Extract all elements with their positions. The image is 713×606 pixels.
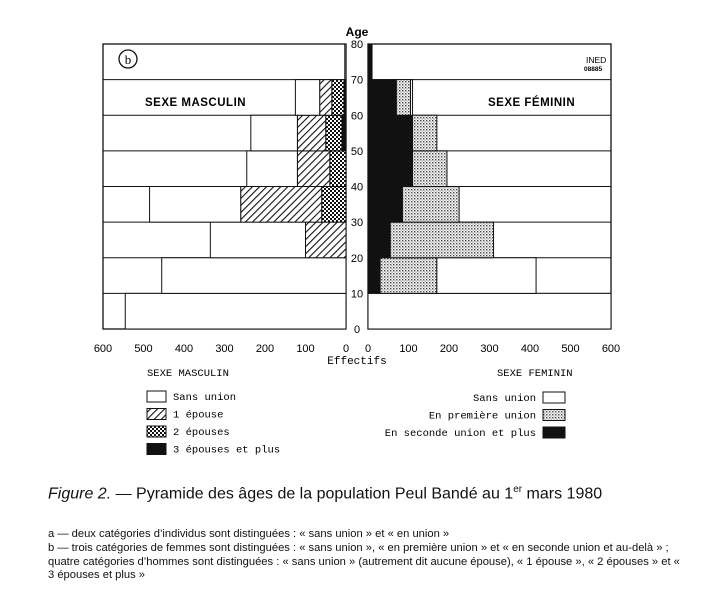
bar-female-second_union-50-59: [368, 115, 413, 151]
bar-male-sans_union-40-49: [247, 151, 298, 187]
bar-male-sans_union-70-79: [345, 44, 346, 80]
bar-female-first_union-30-39: [402, 187, 459, 223]
x-tick-male-600: 600: [93, 343, 113, 355]
bar-male-two_wives-40-49: [330, 151, 346, 187]
age-tick-20: 20: [350, 252, 364, 265]
x-tick-male-500: 500: [134, 343, 153, 355]
legend-female-swatch-first_union: [543, 410, 565, 421]
age-tick-30: 30: [350, 217, 364, 230]
x-tick-male-400: 400: [174, 343, 194, 355]
x-tick-male-300: 300: [215, 343, 234, 355]
age-tick-70: 70: [350, 74, 364, 87]
age-tick-80: 80: [350, 39, 364, 51]
caption-text: — Pyramide des âges de la population Peul Bandé au 1: [111, 485, 514, 503]
bar-male-one_wife-50-59: [297, 115, 325, 151]
bar-female-second_union-40-49: [368, 151, 413, 187]
bar-female-first_union-60-69: [396, 80, 410, 116]
legend-male-label-two_wives: 2 épouses: [173, 427, 230, 439]
x-tick-female-500: 500: [561, 343, 580, 355]
x-tick-female-600: 600: [601, 343, 621, 355]
legend-female-label-sans_union: Sans union: [472, 393, 536, 405]
male-label-below: SEXE MASCULIN: [147, 368, 229, 380]
note-a: a — deux catégories d’individus sont distinguées : « sans union » et « en union »: [48, 528, 450, 540]
legend-male-label-sans_union: Sans union: [173, 392, 237, 404]
bar-male-one_wife-40-49: [297, 151, 329, 187]
legend-male-swatch-sans_union: [147, 391, 166, 402]
x-tick-male-100: 100: [296, 343, 315, 355]
bar-male-two_wives-60-69: [332, 80, 344, 116]
panel-letter: b: [124, 52, 132, 67]
bar-female-second_union-10-19: [368, 258, 380, 294]
bar-male-one_wife-30-39: [241, 187, 322, 223]
note-b: b — trois catégories de femmes sont distinguées : « sans union », « en première union » et « en seconde union et au-delà » ; quatre catégories d’hommes sont distinguées : « sans union » (autrement dit aucune épouse), « 1 épouse », « 2 épouses » et « 3 épouses et plus »: [48, 542, 680, 581]
x-tick-female-0: 0: [364, 343, 372, 355]
bar-female-second_union-20-29: [368, 222, 390, 258]
legend-male-swatch-three_plus: [147, 444, 166, 455]
legend-male-swatch-two_wives: [147, 426, 166, 437]
x-tick-female-200: 200: [439, 343, 459, 355]
x-tick-female-400: 400: [520, 343, 540, 355]
bar-male-one_wife-20-29: [306, 222, 347, 258]
bar-male-sans_union-20-29: [210, 222, 305, 258]
bar-male-sans_union-0-9: [125, 293, 346, 329]
x-tick-male-0: 0: [342, 343, 350, 355]
legend-female-swatch-second_union: [543, 427, 565, 438]
bar-male-sans_union-60-69: [295, 80, 319, 116]
bar-female-first_union-20-29: [390, 222, 493, 258]
age-tick-0: 0: [353, 324, 361, 336]
bar-female-first_union-10-19: [380, 258, 437, 294]
caption-text-end: mars 1980: [522, 485, 603, 503]
bar-female-sans_union-0-9: [368, 293, 611, 329]
male-panel-label: SEXE MASCULIN: [145, 97, 247, 109]
female-label-below: SEXE FEMININ: [497, 368, 573, 380]
figure-label: Figure 2.: [48, 485, 112, 503]
legend-female-label-second_union: En seconde union et plus: [384, 428, 536, 440]
bar-male-one_wife-60-69: [320, 80, 332, 116]
bar-male-sans_union-30-39: [150, 187, 241, 223]
x-tick-female-100: 100: [399, 343, 418, 355]
ined-label: INED: [586, 55, 607, 65]
bar-female-sans_union-10-19: [437, 258, 536, 294]
bar-female-sans_union-60-69: [411, 80, 413, 116]
bar-male-two_wives-30-39: [322, 187, 346, 223]
legend-male-swatch-one_wife: [147, 409, 166, 420]
x-tick-female-300: 300: [480, 343, 499, 355]
ined-code: 08885: [584, 66, 603, 73]
age-axis-title: Age: [345, 25, 369, 39]
bar-male-sans_union-50-59: [251, 115, 298, 151]
legend-female-swatch-sans_union: [543, 392, 565, 403]
age-tick-50: 50: [350, 145, 364, 158]
bar-male-two_wives-50-59: [326, 115, 342, 151]
x-tick-male-200: 200: [255, 343, 275, 355]
x-axis-title: Effectifs: [327, 356, 387, 368]
bar-female-second_union-60-69: [368, 80, 396, 116]
bar-male-sans_union-10-19: [162, 258, 346, 294]
female-panel-label: SEXE FÉMININ: [488, 97, 576, 109]
bar-female-first_union-40-49: [413, 151, 447, 187]
age-tick-40: 40: [350, 181, 364, 194]
bar-female-second_union-70-79: [368, 44, 372, 80]
caption-superscript: er: [513, 484, 523, 495]
legend-female-label-first_union: En première union: [428, 410, 536, 423]
bar-female-second_union-30-39: [368, 187, 402, 223]
figure-caption: [48, 484, 688, 503]
bar-male-three_plus-50-59: [342, 115, 346, 151]
bar-female-first_union-50-59: [413, 115, 437, 151]
legend-male-label-one_wife: 1 épouse: [173, 409, 224, 422]
legend-male-label-three_plus: 3 épouses et plus: [173, 444, 281, 457]
age-tick-60: 60: [350, 110, 364, 123]
age-tick-10: 10: [350, 288, 364, 301]
